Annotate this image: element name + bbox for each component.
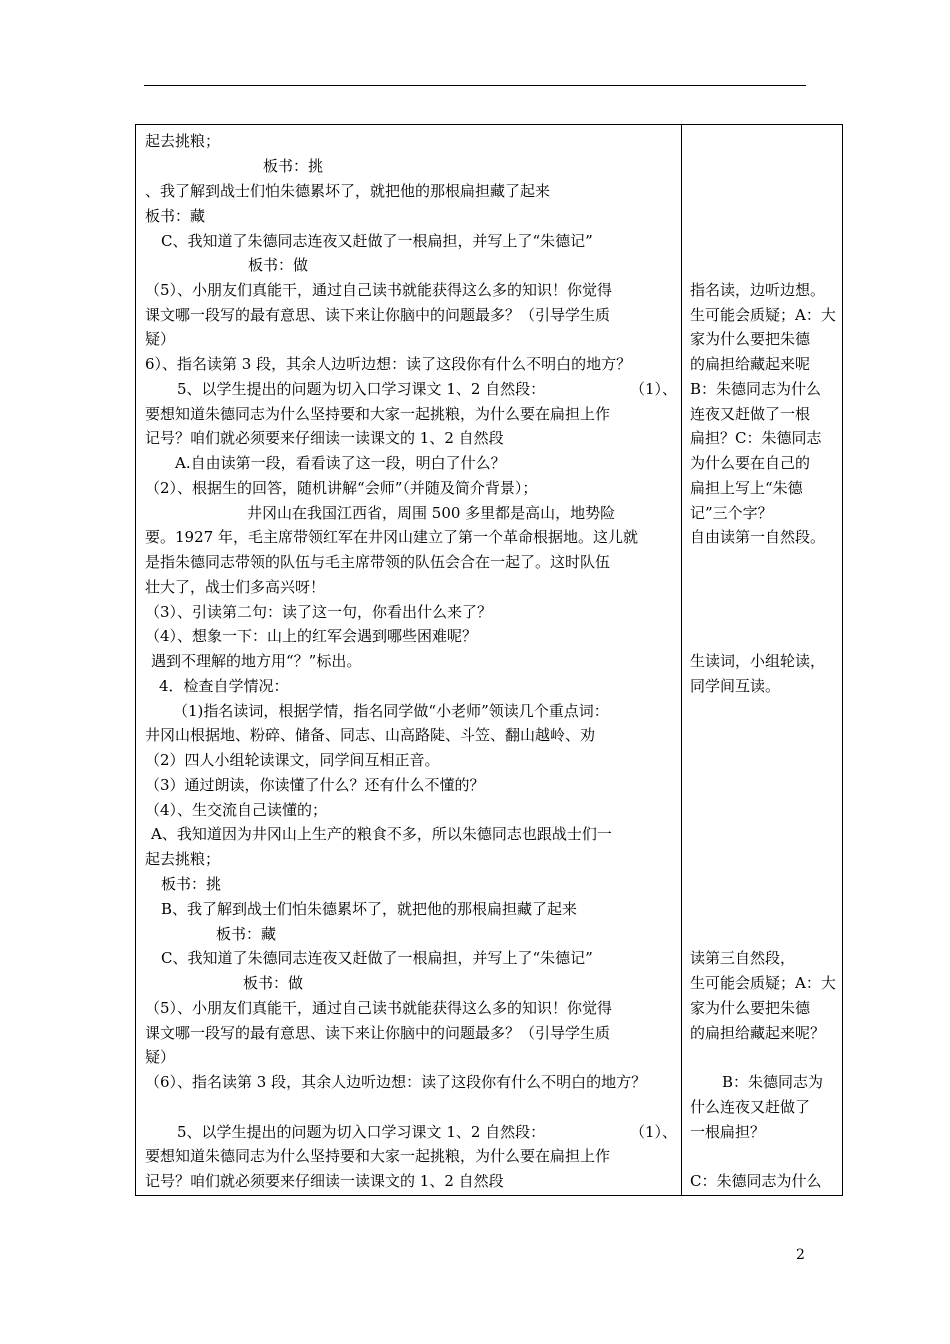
left-line: 记号？咱们就必须要来仔细读一读课文的 1、2 自然段 <box>145 429 504 447</box>
left-line: 起去挑粮； <box>145 850 221 868</box>
right-line: 家为什么要把朱德 <box>690 330 811 348</box>
right-line: 的扁担给藏起来呢？ <box>690 1024 826 1042</box>
left-line: （5）、小朋友们真能干，通过自己读书就能获得这么多的知识！你觉得 <box>145 999 613 1017</box>
right-line: 为什么要在自己的 <box>690 454 811 472</box>
right-line: 生可能会质疑；A：大 <box>690 974 836 992</box>
left-line: 板书：做 <box>243 974 304 992</box>
left-line: 、我了解到战士们怕朱德累坏了，就把他的那根扁担藏了起来 <box>145 182 551 200</box>
left-line: 要想知道朱德同志为什么坚持要和大家一起挑粮，为什么要在扁担上作 <box>145 405 611 423</box>
left-line: 壮大了，战士们多高兴呀！ <box>145 578 326 596</box>
left-line: （1）、 <box>630 380 678 398</box>
left-line: 是指朱德同志带领的队伍与毛主席带领的队伍会合在一起了。这时队伍 <box>145 553 611 571</box>
left-line: A.自由读第一段，看看读了这一段，明白了什么？ <box>175 454 506 472</box>
left-line: （4）、生交流自己读懂的； <box>145 801 328 819</box>
left-line: 板书：藏 <box>216 925 277 943</box>
right-line: C：朱德同志为什么 <box>690 1172 822 1190</box>
left-line: （2）、根据生的回答，随机讲解“会师”（并随及简介背景）； <box>145 479 538 497</box>
page-number: 2 <box>796 1247 805 1263</box>
right-line: B：朱德同志为 <box>722 1073 824 1091</box>
left-line: 板书：藏 <box>145 207 206 225</box>
left-line: 要想知道朱德同志为什么坚持要和大家一起挑粮，为什么要在扁担上作 <box>145 1147 611 1165</box>
right-line: 扁担？C：朱德同志 <box>690 429 822 447</box>
right-line: 连夜又赶做了一根 <box>690 405 811 423</box>
left-line: 记号？咱们就必须要来仔细读一读课文的 1、2 自然段 <box>145 1172 504 1190</box>
left-line: 遇到不理解的地方用“？”标出。 <box>151 652 362 670</box>
right-line: B：朱德同志为什么 <box>690 380 822 398</box>
left-line: C、我知道了朱德同志连夜又赶做了一根扁担，并写上了“朱德记” <box>161 949 593 967</box>
right-line: 扁担上写上“朱德 <box>690 479 803 497</box>
left-line: A、我知道因为井冈山上生产的粮食不多，所以朱德同志也跟战士们一 <box>151 825 612 843</box>
left-line: 课文哪一段写的最有意思、读下来让你脑中的问题最多？（引导学生质 <box>145 1024 611 1042</box>
right-line: 同学间互读。 <box>690 677 781 695</box>
left-line: 6）、指名读第 3 段，其余人边听边想：读了这段你有什么不明白的地方？ <box>145 355 632 373</box>
right-line: 什么连夜又赶做了 <box>690 1098 811 1116</box>
left-line: 5、以学生提出的问题为切入口学习课文 1、2 自然段： <box>177 1123 546 1141</box>
left-line: 板书：挑 <box>263 157 324 175</box>
right-line: 记”三个字？ <box>690 504 773 522</box>
right-line: 一根扁担？ <box>690 1123 766 1141</box>
left-line: 要。1927 年，毛主席带领红军在井冈山建立了第一个革命根据地。这儿就 <box>145 528 638 546</box>
left-line: （6）、指名读第 3 段，其余人边听边想：读了这段你有什么不明白的地方？ <box>145 1073 647 1091</box>
lesson-plan-table <box>135 124 843 1196</box>
header-rule <box>144 85 806 86</box>
left-line: 课文哪一段写的最有意思、读下来让你脑中的问题最多？（引导学生质 <box>145 306 611 324</box>
right-line: 读第三自然段， <box>690 949 796 967</box>
right-line: 自由读第一自然段。 <box>690 528 826 546</box>
left-line: 5、以学生提出的问题为切入口学习课文 1、2 自然段： <box>177 380 546 398</box>
left-line: 井冈山根据地、粉碎、储备、同志、山高路陡、斗笠、翻山越岭、劝 <box>145 726 596 744</box>
left-line: 板书：做 <box>248 256 309 274</box>
left-line: （1）、 <box>630 1123 678 1141</box>
left-line: 4．检查自学情况： <box>159 677 289 695</box>
left-line: 井冈山在我国江西省，周围 500 多里都是高山，地势险 <box>247 504 616 522</box>
left-line: B、我了解到战士们怕朱德累坏了，就把他的那根扁担藏了起来 <box>161 900 578 918</box>
left-line: （5）、小朋友们真能干，通过自己读书就能获得这么多的知识！你觉得 <box>145 281 613 299</box>
left-line: 疑） <box>145 1048 176 1066</box>
left-line: （1)指名读词，根据学情，指名同学做“小老师”领读几个重点词： <box>173 702 609 720</box>
left-line: 板书：挑 <box>161 875 222 893</box>
column-divider <box>681 125 682 1195</box>
left-line: （4）、想象一下：山上的红军会遇到哪些困难呢？ <box>145 627 478 645</box>
right-line: 家为什么要把朱德 <box>690 999 811 1017</box>
left-line: 疑） <box>145 330 176 348</box>
left-line: C、我知道了朱德同志连夜又赶做了一根扁担，并写上了“朱德记” <box>161 232 593 250</box>
right-line: 生可能会质疑；A：大 <box>690 306 836 324</box>
right-line: 生读词，小组轮读， <box>690 652 826 670</box>
left-line: （3）通过朗读，你读懂了什么？还有什么不懂的？ <box>145 776 485 794</box>
right-line: 的扁担给藏起来呢 <box>690 355 811 373</box>
left-line: （3）、引读第二句：读了这一句，你看出什么来了？ <box>145 603 493 621</box>
right-line: 指名读，边听边想。 <box>690 281 826 299</box>
left-line: （2）四人小组轮读课文，同学间互相正音。 <box>145 751 440 769</box>
left-line: 起去挑粮； <box>145 132 221 150</box>
